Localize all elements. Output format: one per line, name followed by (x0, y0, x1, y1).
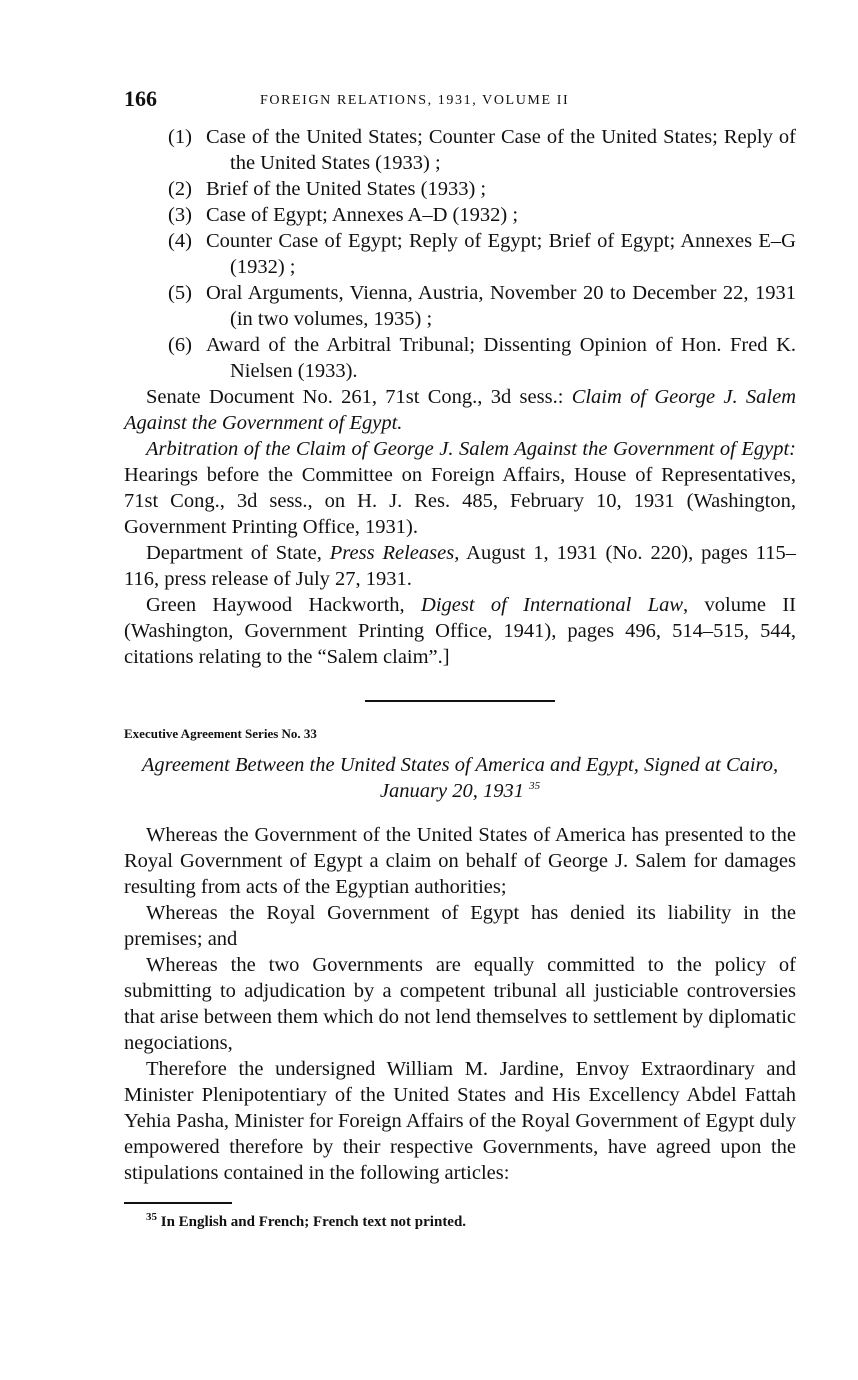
page-header (124, 86, 796, 124)
list-item: (5) Oral Arguments, Vienna, Austria, November 20 to December 22, 1931 (in two volumes, 1935) ; (168, 282, 796, 330)
running-title: FOREIGN RELATIONS, 1931, VOLUME II (260, 93, 570, 108)
agreement-title: Agreement Between the United States of America and Egypt, Signed at Cairo, January 20, 1931 $^{35}$ (141, 754, 779, 802)
reference-senate-document: Senate Document No. 261, 71st Cong., 3d sess.: Claim of George J. Salem Against the Government of Egypt. (124, 386, 796, 434)
list-item: (6) Award of the Arbitral Tribunal; Dissenting Opinion of Hon. Fred K. Nielsen (1933). (168, 334, 796, 382)
reference-press-releases: Department of State, Press Releases, August 1, 1931 (No. 220), pages 115–116, press release of July 27, 1931. (124, 542, 796, 590)
footnote-number: 35 (146, 1211, 157, 1223)
footnote-reference: 35 (529, 780, 541, 793)
page-number: 166 (124, 86, 157, 111)
preamble-paragraph: Whereas the Government of the United States of America has presented to the Royal Government of Egypt a claim on behalf of George J. Salem for damages resulting from acts of the Egyptian authorities; (124, 824, 796, 898)
list-item: (2) Brief of the United States (1933) ; (168, 178, 487, 200)
reference-hearings: Arbitration of the Claim of George J. Salem Against the Government of Egypt: Hearings before the Committee on Foreign Affairs, House of Representatives, 71st Cong., 3d sess., on H. J. Res. 485, February 10, 1931 (Washington, Government Printing Office, 1931). (124, 438, 796, 538)
list-item: (1) Case of the United States; Counter Case of the United States; Reply of the United States (1933) ; (168, 126, 796, 174)
section-divider (365, 700, 555, 702)
document-page (124, 86, 796, 1231)
reference-digest: Green Haywood Hackworth, Digest of International Law, volume II (Washington, Government Printing Office, 1941), pages 496, 514–515, 544, citations relating to the “Salem claim”.] (124, 594, 796, 668)
footnote-divider (124, 1202, 232, 1204)
footnote: $^{35}$ In English and French; French text not printed. (146, 1211, 467, 1230)
preamble-paragraph: Therefore the undersigned William M. Jardine, Envoy Extraordinary and Minister Plenipotentiary of the United States and His Excellency Abdel Fattah Yehia Pasha, Minister for Foreign Affairs of the Royal Government of Egypt duly empowered therefore by their respective Governments, have agreed upon the stipulations contained in the following articles: (124, 1058, 796, 1184)
list-item: (3) Case of Egypt; Annexes A–D (1932) ; (168, 204, 519, 226)
list-item: (4) Counter Case of Egypt; Reply of Egypt; Brief of Egypt; Annexes E–G (1932) ; (168, 230, 796, 278)
agreement-preamble (124, 822, 796, 1186)
preamble-paragraph: Whereas the two Governments are equally committed to the policy of submitting to adjudication by a competent tribunal all justiciable controversies that arise between them which do not lend themselves to settlement by diplomatic negociations, (124, 954, 796, 1054)
series-label: Executive Agreement Series No. 33 (124, 726, 317, 741)
publication-list (124, 124, 796, 670)
preamble-paragraph: Whereas the Royal Government of Egypt has denied its liability in the premises; and (124, 902, 796, 950)
